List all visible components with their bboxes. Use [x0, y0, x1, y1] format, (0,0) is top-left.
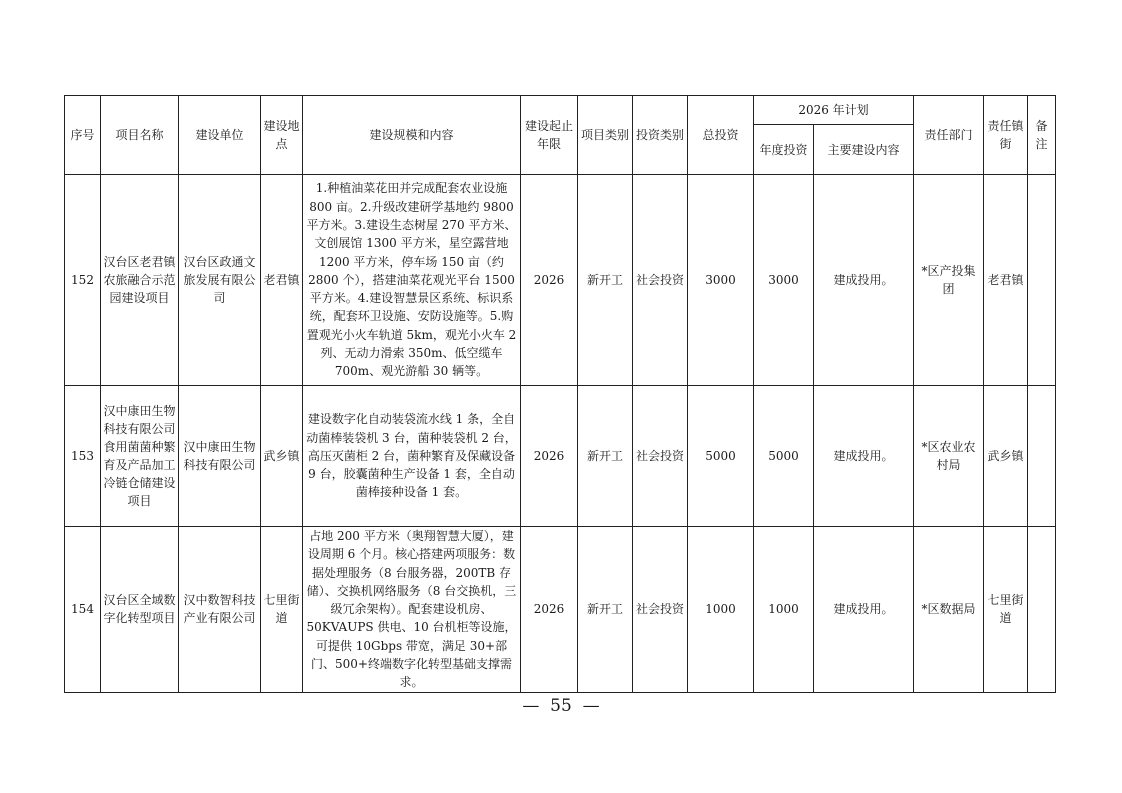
cell-main-content: 建成投用。	[814, 386, 914, 527]
cell-town: 老君镇	[984, 175, 1028, 386]
header-unit: 建设单位	[179, 96, 261, 175]
cell-annual: 5000	[754, 386, 814, 527]
cell-total: 3000	[688, 175, 754, 386]
header-seq: 序号	[65, 96, 101, 175]
header-total: 总投资	[688, 96, 754, 175]
cell-invest-type: 社会投资	[633, 175, 688, 386]
cell-dept: *区农业农村局	[914, 386, 984, 527]
cell-category: 新开工	[578, 175, 633, 386]
cell-main-content: 建成投用。	[814, 527, 914, 693]
cell-main-content: 建成投用。	[814, 175, 914, 386]
footer-dash-left: —	[522, 696, 540, 716]
table-body	[65, 175, 1056, 693]
cell-invest-type: 社会投资	[633, 386, 688, 527]
footer-dash-right: —	[582, 696, 600, 716]
cell-location: 老君镇	[261, 175, 303, 386]
table-row	[65, 386, 1056, 527]
header-period: 建设起止年限	[521, 96, 578, 175]
header-plan-group: 2026 年计划	[754, 96, 914, 125]
cell-scale: 占地 200 平方米（奥翔智慧大厦），建设周期 6 个月。核心搭建两项服务：数据处理服务（8 台服务器，200TB 存储）、交换机网络服务（8 台交换机，三级冗余架构）。配套建设机房、50KVAUPS 供电、10 台机柜等设施，可提供 10Gbps 带宽，满足 30+部门、500+终端数字化转型基础支撑需求。	[303, 527, 521, 693]
cell-seq: 154	[65, 527, 101, 693]
cell-category: 新开工	[578, 527, 633, 693]
header-remark: 备注	[1028, 96, 1056, 175]
cell-town: 武乡镇	[984, 386, 1028, 527]
header-location: 建设地点	[261, 96, 303, 175]
cell-unit: 汉台区政通文旅发展有限公司	[179, 175, 261, 386]
cell-remark	[1028, 527, 1056, 693]
table-row	[65, 527, 1056, 693]
table-header	[65, 96, 1056, 175]
cell-location: 武乡镇	[261, 386, 303, 527]
cell-total: 5000	[688, 386, 754, 527]
cell-town: 七里街道	[984, 527, 1028, 693]
cell-name: 汉中康田生物科技有限公司食用菌菌种繁育及产品加工冷链仓储建设项目	[101, 386, 179, 527]
header-scale: 建设规模和内容	[303, 96, 521, 175]
cell-scale: 1.种植油菜花田并完成配套农业设施 800 亩。2.升级改建研学基地约 9800 平方米。3.建设生态树屋 270 平方米、文创展馆 1300 平方米，星空露营地 1200 平方米，停车场 150 亩（约 2800 个），搭建油菜花观光平台 1500 平方米。4.建设智慧景区系统、标识系统，配套环卫设施、安防设施等。5.购置观光小火车轨道 5km，观光小火车 2 列、无动力滑索 350m、低空缆车 700m、观光游船 30 辆等。	[303, 175, 521, 386]
cell-unit: 汉中康田生物科技有限公司	[179, 386, 261, 527]
cell-dept: *区数据局	[914, 527, 984, 693]
cell-name: 汉台区老君镇农旅融合示范园建设项目	[101, 175, 179, 386]
header-name: 项目名称	[101, 96, 179, 175]
cell-period: 2026	[521, 175, 578, 386]
cell-scale: 建设数字化自动装袋流水线 1 条，全自动菌棒装袋机 3 台，菌种装袋机 2 台，高压灭菌柜 2 台，菌种繁育及保藏设备 9 台，胶囊菌种生产设备 1 套，全自动菌棒接种设备 1 套。	[303, 386, 521, 527]
page-number: 55	[550, 696, 572, 716]
cell-remark	[1028, 175, 1056, 386]
header-annual: 年度投资	[754, 125, 814, 175]
cell-seq: 153	[65, 386, 101, 527]
project-plan-table	[64, 95, 1056, 693]
header-main-content: 主要建设内容	[814, 125, 914, 175]
cell-category: 新开工	[578, 386, 633, 527]
header-town: 责任镇街	[984, 96, 1028, 175]
cell-name: 汉台区全域数字化转型项目	[101, 527, 179, 693]
table-row	[65, 175, 1056, 386]
cell-period: 2026	[521, 386, 578, 527]
cell-annual: 3000	[754, 175, 814, 386]
cell-remark	[1028, 386, 1056, 527]
header-dept: 责任部门	[914, 96, 984, 175]
cell-location: 七里街道	[261, 527, 303, 693]
cell-total: 1000	[688, 527, 754, 693]
page-footer	[0, 696, 1122, 716]
cell-unit: 汉中数智科技产业有限公司	[179, 527, 261, 693]
cell-annual: 1000	[754, 527, 814, 693]
header-invest-type: 投资类别	[633, 96, 688, 175]
cell-seq: 152	[65, 175, 101, 386]
cell-invest-type: 社会投资	[633, 527, 688, 693]
cell-dept: *区产投集团	[914, 175, 984, 386]
header-category: 项目类别	[578, 96, 633, 175]
cell-period: 2026	[521, 527, 578, 693]
